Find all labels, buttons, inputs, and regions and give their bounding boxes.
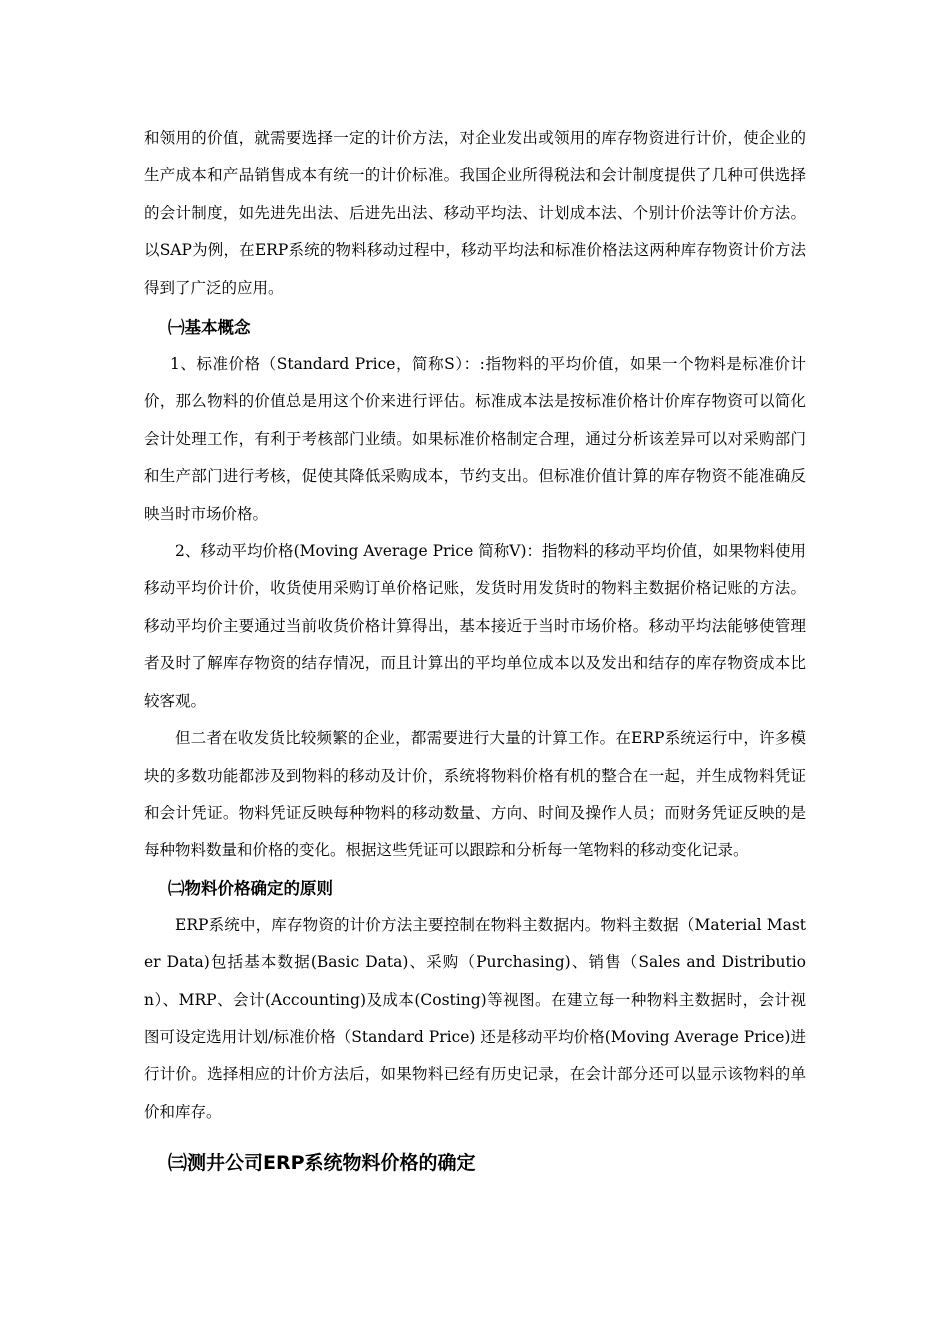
section-heading-logging-company: ㈢测井公司ERP系统物料价格的确定: [168, 1152, 476, 1175]
principles-paragraph: ERP系统中，库存物资的计价方法主要控制在物料主数据内。物料主数据（Material Master Data)包括基本数据(Basic Data)、采购（Purchasing)、销售（Sales and Distribution）、MRP、会计(Accounting)及成本(Costing)等视图。在建立每一种物料主数据时，会计视图可设定选用计划/标准价格（Standard Price) 还是移动平均价格(Moving Average Price)进行计价。选择相应的计价方法后，如果物料已经有历史记录，在会计部分还可以显示该物料的单价和库存。: [144, 915, 806, 1121]
standard-price-paragraph: 1、标准价格（Standard Price，简称S）：:指物料的平均价值，如果一个物料是标准价计价，那么物料的价值总是用这个价来进行评估。标准成本法是按标准价格计价库存物资可以简化会计处理工作，有利于考核部门业绩。如果标准价格制定合理，通过分析该差异可以对采购部门和生产部门进行考核，促使其降低采购成本，节约支出。但标准价值计算的库存物资不能准确反映当时市场价格。: [144, 355, 806, 523]
document-body: [144, 120, 806, 1183]
both-methods-paragraph: 但二者在收发货比较频繁的企业，都需要进行大量的计算工作。在ERP系统运行中，许多模块的多数功能都涉及到物料的移动及计价，系统将物料价格有机的整合在一起，并生成物料凭证和会计凭证。物料凭证反映每种物料的移动数量、方向、时间及操作人员；而财务凭证反映的是每种物料数量和价格的变化。根据这些凭证可以跟踪和分析每一笔物料的移动变化记录。: [144, 729, 806, 860]
moving-average-paragraph: 2、移动平均价格(Moving Average Price 简称V)：指物料的移动平均价值，如果物料使用移动平均价计价，收货使用采购订单价格记账，发货时用发货时的物料主数据价格记账的方法。移动平均价主要通过当前收货价格计算得出，基本接近于当时市场价格。移动平均法能够使管理者及时了解库存物资的结存情况，而且计算出的平均单位成本以及发出和结存的库存物资成本比较客观。: [144, 542, 806, 710]
section-heading-principles: ㈡物料价格确定的原则: [168, 878, 333, 898]
section-heading-basic-concepts: ㈠基本概念: [168, 318, 251, 338]
intro-paragraph: 和领用的价值，就需要选择一定的计价方法，对企业发出或领用的库存物资进行计价，使企业的生产成本和产品销售成本有统一的计价标准。我国企业所得税法和会计制度提供了几种可供选择的会计制度，如先进先出法、后进先出法、移动平均法、计划成本法、个别计价法等计价方法。以SAP为例，在ERP系统的物料移动过程中，移动平均法和标准价格法这两种库存物资计价方法得到了广泛的应用。: [144, 129, 806, 297]
